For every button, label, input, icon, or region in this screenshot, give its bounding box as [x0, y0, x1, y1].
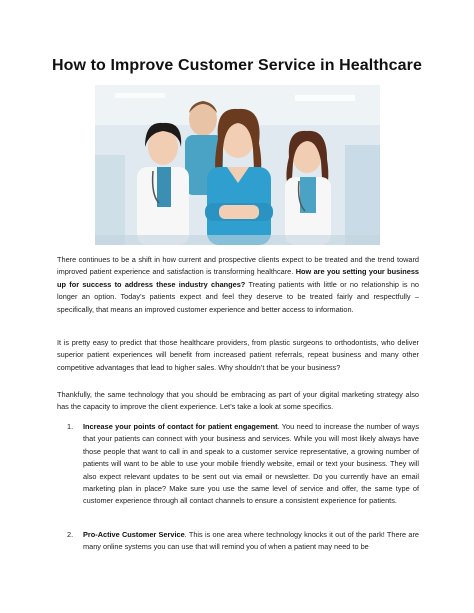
list-item-text — [83, 421, 419, 508]
paragraph-intro — [57, 254, 419, 316]
healthcare-staff-photo — [95, 85, 380, 245]
paragraph-intro-text-after: Treating patients with little or no relationship is no longer an option. Today’s patients expect and feel they deserve to be treated fairly and respectfully – specifically, that means an improved customer experience and better access to information. — [57, 279, 419, 314]
list-item-number: 1. — [67, 422, 74, 431]
list-item-body: . You need to increase the number of ways that your patients can connect with your business and services. While you will most likely always have those people that want to call in and speak to a customer service representative, a growing number of patients will want to be able to use your mobile friendly website, email or text your business. They will also expect relevant updates to be sent out via email or newsletter. Do you currently have an email marketing plan in place? Make sure you use the same level of service and offer, the same type of customer experience through all contact channels to ensure a consistent experience for patients. — [83, 422, 419, 506]
document-title: How to Improve Customer Service in Healthcare — [52, 57, 422, 74]
paragraph-predict: It is pretty easy to predict that those healthcare providers, from plastic surgeons to orthodontists, who deliver superior patient experiences will benefit from increased patient referrals, repeat business and many other competitive advantages that lead to higher sales. Why shouldn’t that be your business? — [57, 338, 419, 372]
paragraph-intro-text-before: There continues to be a shift in how current and prospective clients expect to be treated and the trend toward improved patient experience and satisfaction is transforming healthcare. — [57, 255, 419, 277]
list-item-body: . This is one area where technology knocks it out of the park! There are many online systems you can use that will remind you of when a patient may need to be — [83, 530, 419, 552]
list-item-text — [83, 529, 419, 554]
paragraph-technology: Thankfully, the same technology that you should be embracing as part of your digital marketing strategy also has the capacity to improve the client experience. Let’s take a look at some specifics. — [57, 390, 419, 412]
list-item-heading: Increase your points of contact for patient engagement — [83, 422, 278, 431]
paragraph-intro-bold-question: How are you setting your business up for success to address these industry changes? — [57, 267, 420, 289]
list-item-number: 2. — [67, 530, 74, 539]
list-item-heading: Pro-Active Customer Service — [83, 530, 185, 539]
